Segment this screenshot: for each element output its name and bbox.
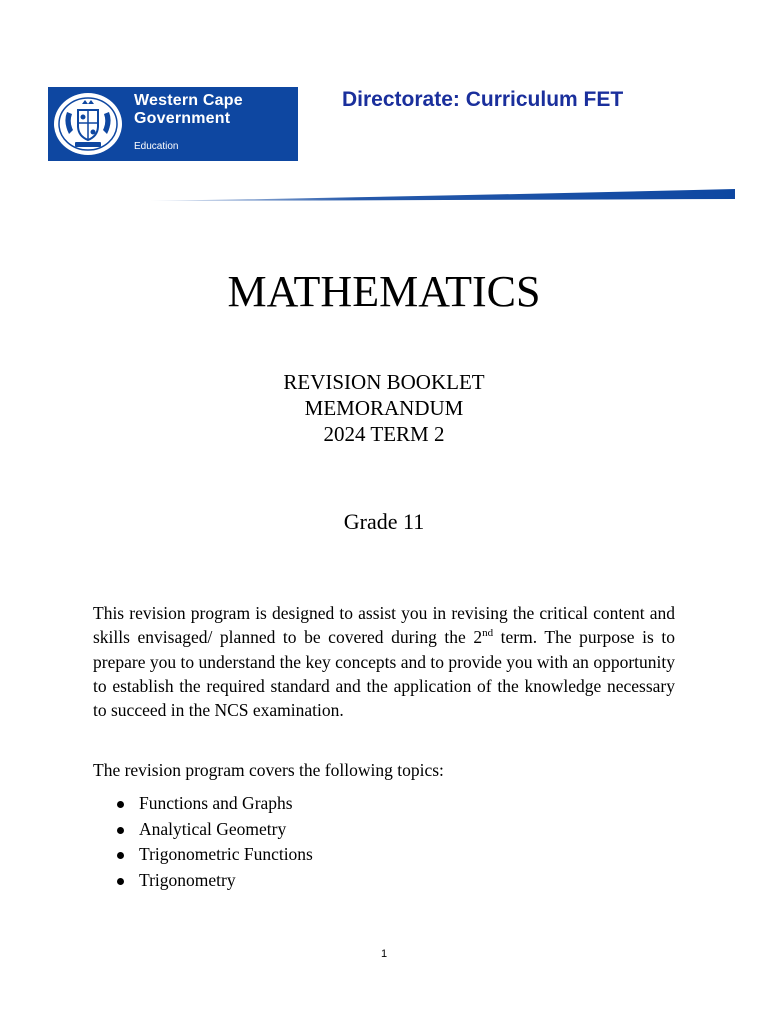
topics-list xyxy=(93,791,313,893)
intro-paragraph xyxy=(93,601,675,722)
intro-text-part2: term. The purpose is to prepare you to understand the key concepts and to provide you with an opportunity to establish the required standard and the application of the knowledge necessary to succeed in the NCS examination. xyxy=(93,627,675,721)
list-item xyxy=(93,817,313,843)
list-item xyxy=(93,842,313,868)
subtitle-block xyxy=(0,369,768,447)
wcg-logo xyxy=(48,87,298,161)
header-swoosh-divider xyxy=(150,186,740,204)
topic-label: Analytical Geometry xyxy=(139,818,287,839)
subtitle-memorandum: MEMORANDUM xyxy=(304,396,464,420)
logo-line-western-cape: Western Cape xyxy=(134,92,243,109)
bullet-icon xyxy=(117,852,124,859)
page-title: MATHEMATICS xyxy=(227,267,541,316)
page-number: 1 xyxy=(380,948,388,960)
topic-label: Trigonometric Functions xyxy=(139,844,313,864)
subtitle-revision-booklet: REVISION BOOKLET xyxy=(283,370,485,394)
grade-label: Grade 11 xyxy=(343,509,425,534)
topic-label: Functions and Graphs xyxy=(139,793,293,813)
logo-line-government: Government xyxy=(134,110,231,127)
intro-superscript: nd xyxy=(482,627,494,640)
coat-of-arms-icon xyxy=(48,87,128,161)
list-item xyxy=(93,791,313,817)
logo-subtitle-education: Education xyxy=(134,141,179,152)
subtitle-term: 2024 TERM 2 xyxy=(323,422,445,446)
bullet-icon xyxy=(117,827,124,834)
bullet-icon xyxy=(117,878,124,885)
list-item xyxy=(93,868,313,894)
intro-text-part1: This revision program is designed to assist you in revising the critical content and skills envisaged/ planned to be covered during the 2 xyxy=(93,603,675,648)
bullet-icon xyxy=(117,801,124,808)
topic-label: Trigonometry xyxy=(139,869,236,890)
logo-text xyxy=(128,87,298,161)
topics-intro: The revision program covers the following topics: xyxy=(93,760,444,780)
directorate-heading: Directorate: Curriculum FET xyxy=(342,88,624,111)
